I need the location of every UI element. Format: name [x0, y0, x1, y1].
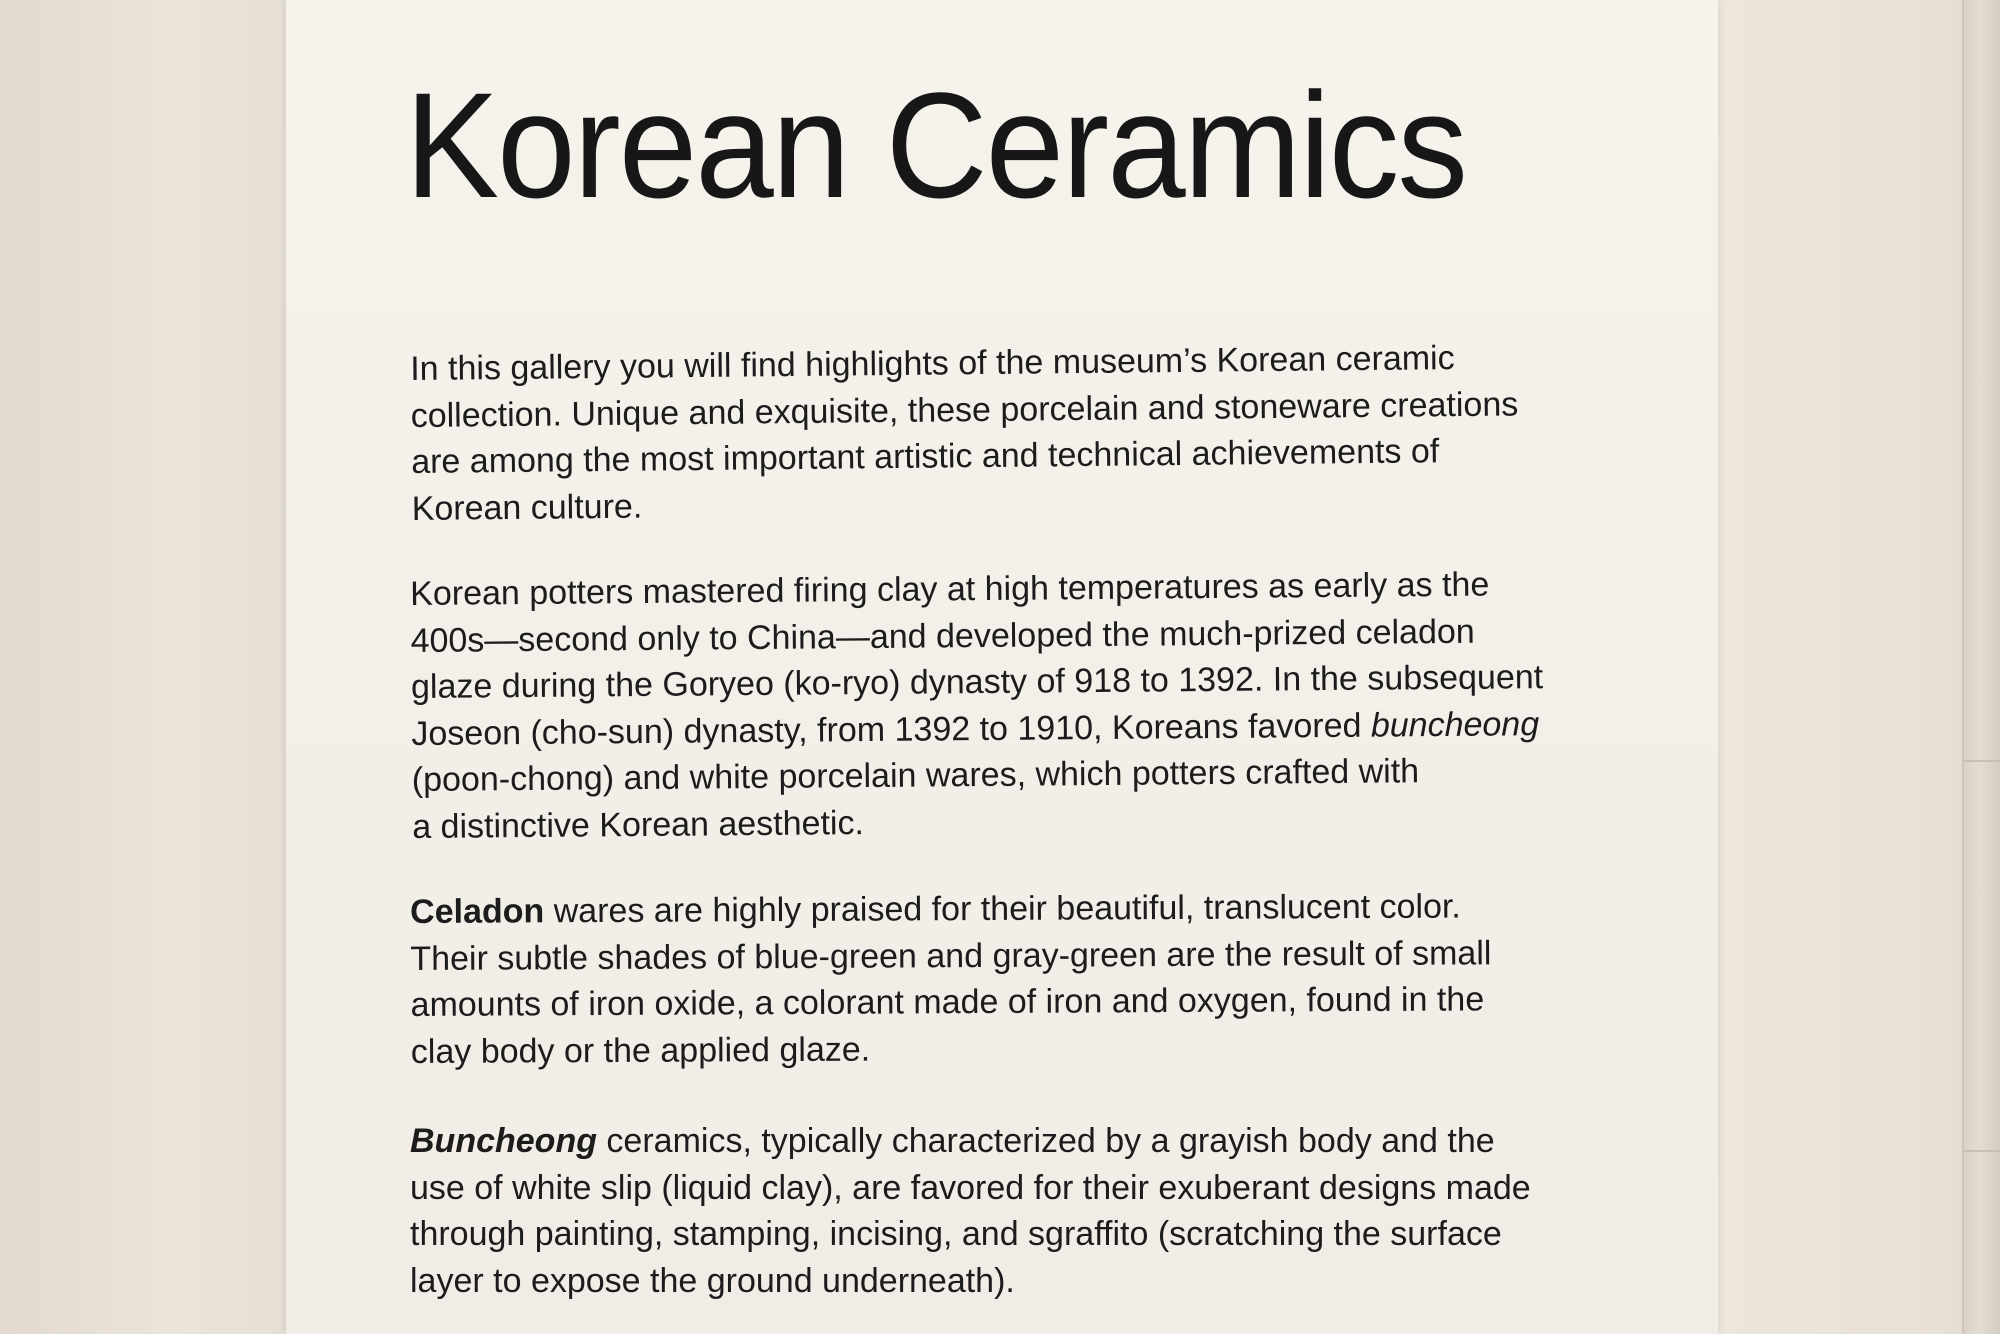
molding-joint	[1964, 1150, 2000, 1152]
paragraph-line	[410, 1118, 1590, 1165]
paragraph-line: In this gallery you will find highlights of the museum’s Korean ceramic	[410, 339, 1455, 388]
wall-corner-molding	[1962, 0, 2000, 1334]
paragraph-line: glaze during the Goryeo (ko-ryo) dynasty of 918 to 1392. In the subsequent	[410, 658, 1544, 706]
paragraph-line	[410, 883, 1590, 936]
molding-joint	[1964, 760, 2000, 762]
buncheong-italic-term: buncheong	[1370, 704, 1540, 745]
paragraph-line: layer to expose the ground underneath).	[410, 1261, 1015, 1300]
celadon-paragraph	[410, 883, 1591, 1075]
paragraph-line: 400s—second only to China—and developed the much-prized celadon	[410, 612, 1475, 660]
sign-title: Korean Ceramics	[405, 61, 1467, 229]
paragraph-line: a distinctive Korean aesthetic.	[412, 803, 865, 846]
paragraph-line: clay body or the applied glaze.	[410, 1030, 871, 1071]
paragraph-line: through painting, stamping, incising, and sgraffito (scratching the surface	[410, 1215, 1502, 1253]
gallery-wall-right	[1718, 0, 2000, 1334]
paragraph-line: use of white slip (liquid clay), are favored for their exuberant designs made	[410, 1168, 1531, 1207]
paragraph-line: Korean culture.	[411, 487, 643, 528]
paragraph-text: ceramics, typically characterized by a grayish body and the	[596, 1122, 1495, 1160]
paragraph-line: are among the most important artistic and technical achievements of	[411, 432, 1440, 481]
buncheong-lead-term: Buncheong	[410, 1122, 597, 1160]
paragraph-line: Their subtle shades of blue-green and gray-green are the result of small	[410, 933, 1492, 978]
paragraph-text: Joseon (cho-sun) dynasty, from 1392 to 1910, Koreans favored	[411, 706, 1372, 753]
buncheong-paragraph	[410, 1118, 1590, 1304]
paragraph-text: wares are highly praised for their beautiful, translucent color.	[544, 887, 1461, 931]
paragraph-line: (poon-chong) and white porcelain wares, which potters crafted with	[411, 752, 1420, 799]
gallery-wall-left	[0, 0, 286, 1334]
paragraph-line: collection. Unique and exquisite, these porcelain and stoneware creations	[410, 384, 1519, 435]
paragraph-line: amounts of iron oxide, a colorant made of iron and oxygen, found in the	[410, 980, 1485, 1024]
paragraph-line: Korean potters mastered firing clay at high temperatures as early as the	[410, 565, 1490, 613]
intro-paragraph	[410, 334, 1592, 532]
celadon-lead-term: Celadon	[410, 892, 545, 931]
history-paragraph	[410, 561, 1592, 850]
